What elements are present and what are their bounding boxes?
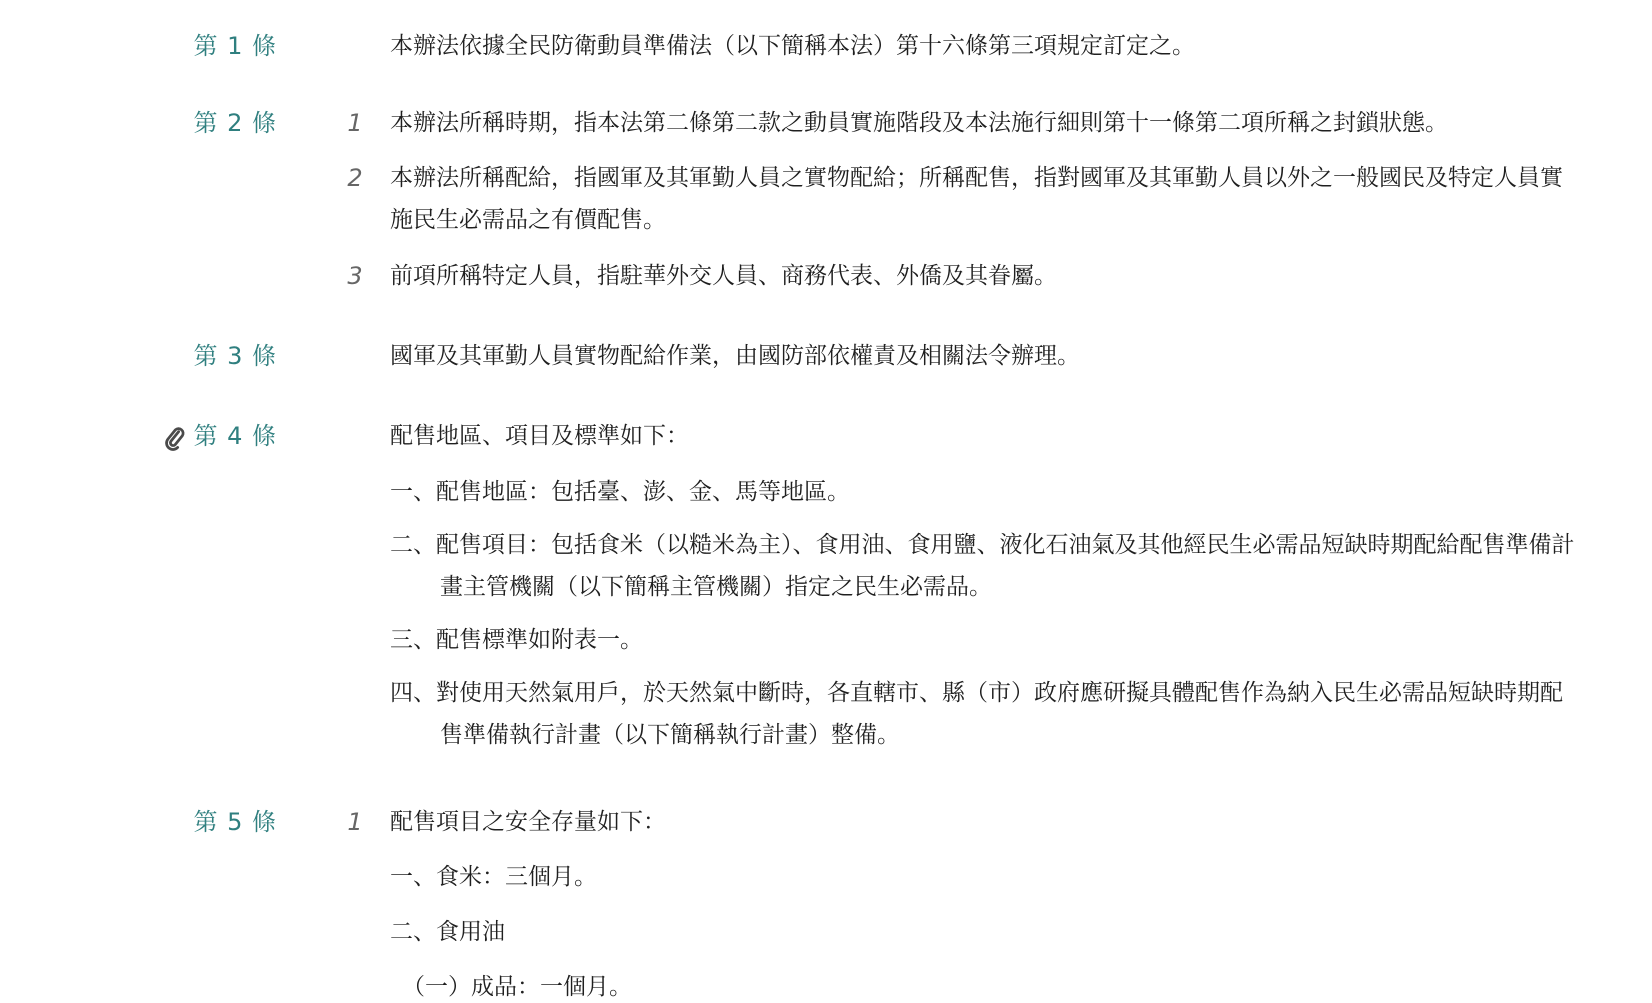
paragraph-text: 配售項目之安全存量如下： xyxy=(390,809,666,835)
article-label[interactable]: 第 2 條 xyxy=(193,109,277,137)
paragraph-number: 1 xyxy=(347,109,363,137)
paragraph-number: 1 xyxy=(347,808,363,836)
list-item: 一、配售地區：包括臺、澎、金、馬等地區。 xyxy=(390,479,850,505)
paragraph-number: 2 xyxy=(347,164,363,192)
article-label[interactable]: 第 1 條 xyxy=(193,32,277,60)
paragraph-text: 本辦法所稱時期，指本法第二條第二款之動員實施階段及本法施行細則第十一條第二項所稱之封鎖狀態。 xyxy=(390,110,1448,136)
list-item: 二、食用油 xyxy=(390,919,505,945)
paragraph-text: 國軍及其軍勤人員實物配給作業，由國防部依權責及相關法令辦理。 xyxy=(390,343,1080,369)
paragraph-text: 本辦法依據全民防衛動員準備法（以下簡稱本法）第十六條第三項規定訂定之。 xyxy=(390,33,1195,59)
sub-list-item: （一）成品：一個月。 xyxy=(402,974,632,1000)
list-item: 三、配售標準如附表一。 xyxy=(390,627,643,653)
article-label[interactable]: 第 4 條 xyxy=(193,422,277,450)
list-item: 一、食米：三個月。 xyxy=(390,864,597,890)
paragraph-text: 前項所稱特定人員，指駐華外交人員、商務代表、外僑及其眷屬。 xyxy=(390,263,1057,289)
paragraph-text: 配售地區、項目及標準如下： xyxy=(390,423,689,449)
article-label[interactable]: 第 5 條 xyxy=(193,808,277,836)
article-label[interactable]: 第 3 條 xyxy=(193,342,277,370)
list-item: 二、配售項目：包括食米（以糙米為主）、食用油、食用鹽、液化石油氣及其他經民生必需品短缺時期配給配售準備計畫主管機關（以下簡稱主管機關）指定之民生必需品。 xyxy=(390,532,1575,600)
paragraph-number: 3 xyxy=(347,262,363,290)
list-item: 四、對使用天然氣用戶，於天然氣中斷時，各直轄市、縣（市）政府應研擬具體配售作為納入民生必需品短缺時期配售準備執行計畫（以下簡稱執行計畫）整備。 xyxy=(390,680,1563,748)
paragraph-text: 本辦法所稱配給，指國軍及其軍勤人員之實物配給；所稱配售，指對國軍及其軍勤人員以外之一般國民及特定人員實施民生必需品之有價配售。 xyxy=(390,165,1563,233)
paperclip-icon[interactable] xyxy=(164,426,186,452)
